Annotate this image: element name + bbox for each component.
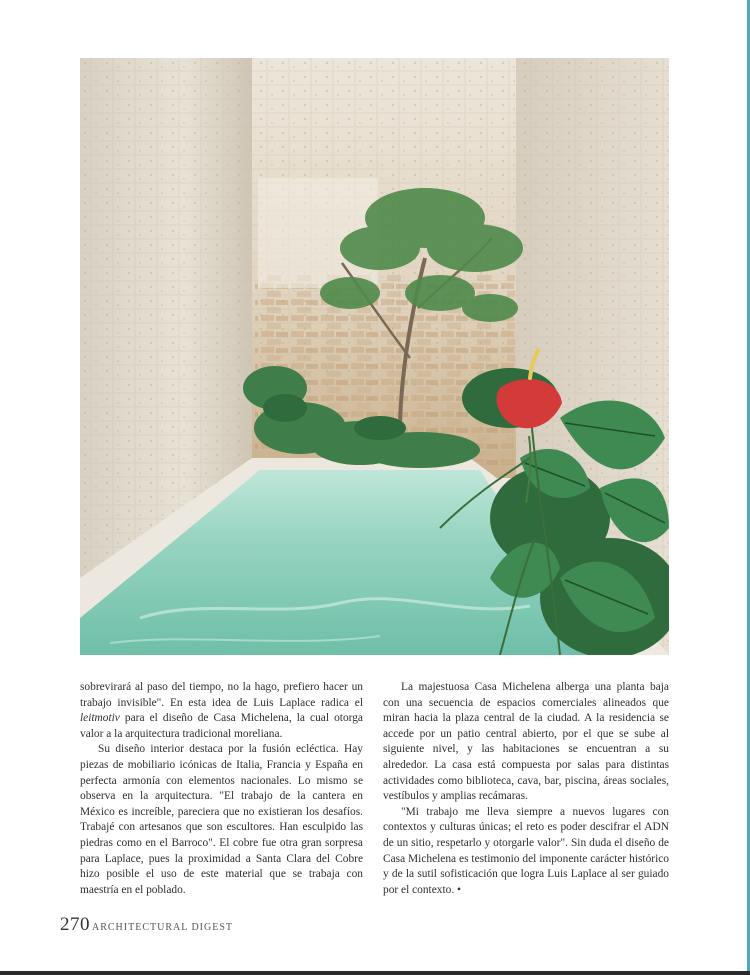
page-number: 270 (60, 914, 90, 935)
text-run: para el diseño de Casa Michelena, la cual otorga valor a la arquitectura tradicional moreliana. (80, 712, 363, 740)
emphasis-leitmotiv: leitmotiv (80, 712, 120, 725)
paragraph: "Mi trabajo me lleva siempre a nuevos lugares con contextos y culturas únicas; el reto es poder descifrar el ADN de un sitio, respetarlo y otorgarle valor". Sin duda el diseño de Casa Michelena es testimonio del imponente carácter histórico y de la sutil sofisticación que logra Luis Laplace al ser guiado por el contexto. • (383, 805, 669, 896)
article-left-column (80, 680, 363, 898)
paragraph (80, 680, 363, 742)
paragraph: La majestuosa Casa Michelena alberga una planta baja con una secuencia de espacios comerciales alineados que miran hacia la plaza central de la ciudad. A la residencia se accede por un patio central abierto, por el que se sube al siguiente nivel, y las habitaciones se encuentran a su alrededor. La casa está compuesta por salas para distintas actividades como biblioteca, cava, bar, piscina, áreas sociales, vestíbulos y amplias recámaras. (383, 681, 669, 803)
courtyard-pool-photo (80, 58, 669, 655)
paragraph: Su diseño interior destaca por la fusión ecléctica. Hay piezas de mobiliario icónicas de Italia, Francia y España en perfecta armonía con elementos nacionales. Lo mismo se observa en la arquitectura. "El trabajo de la cantera en México es increíble, pareciera que no existieran los desafíos. Trabajé con artesanos que son escultores. Han esculpido las piedras como en el Barroco". El cobre fue otra gran sorpresa para Laplace, pues la proximidad a Santa Clara del Cobre hizo posible el uso de este material que se trabaja con maestría en el poblado. (80, 743, 363, 896)
page-edge-bottom (0, 971, 750, 975)
article-right-column (383, 680, 669, 898)
text-run: sobrevirará al paso del tiempo, no la hago, prefiero hacer un trabajo invisible". En esta idea de Luis Laplace radica el (80, 681, 363, 709)
page-footer (60, 914, 233, 936)
magazine-name: ARCHITECTURAL DIGEST (92, 922, 234, 933)
